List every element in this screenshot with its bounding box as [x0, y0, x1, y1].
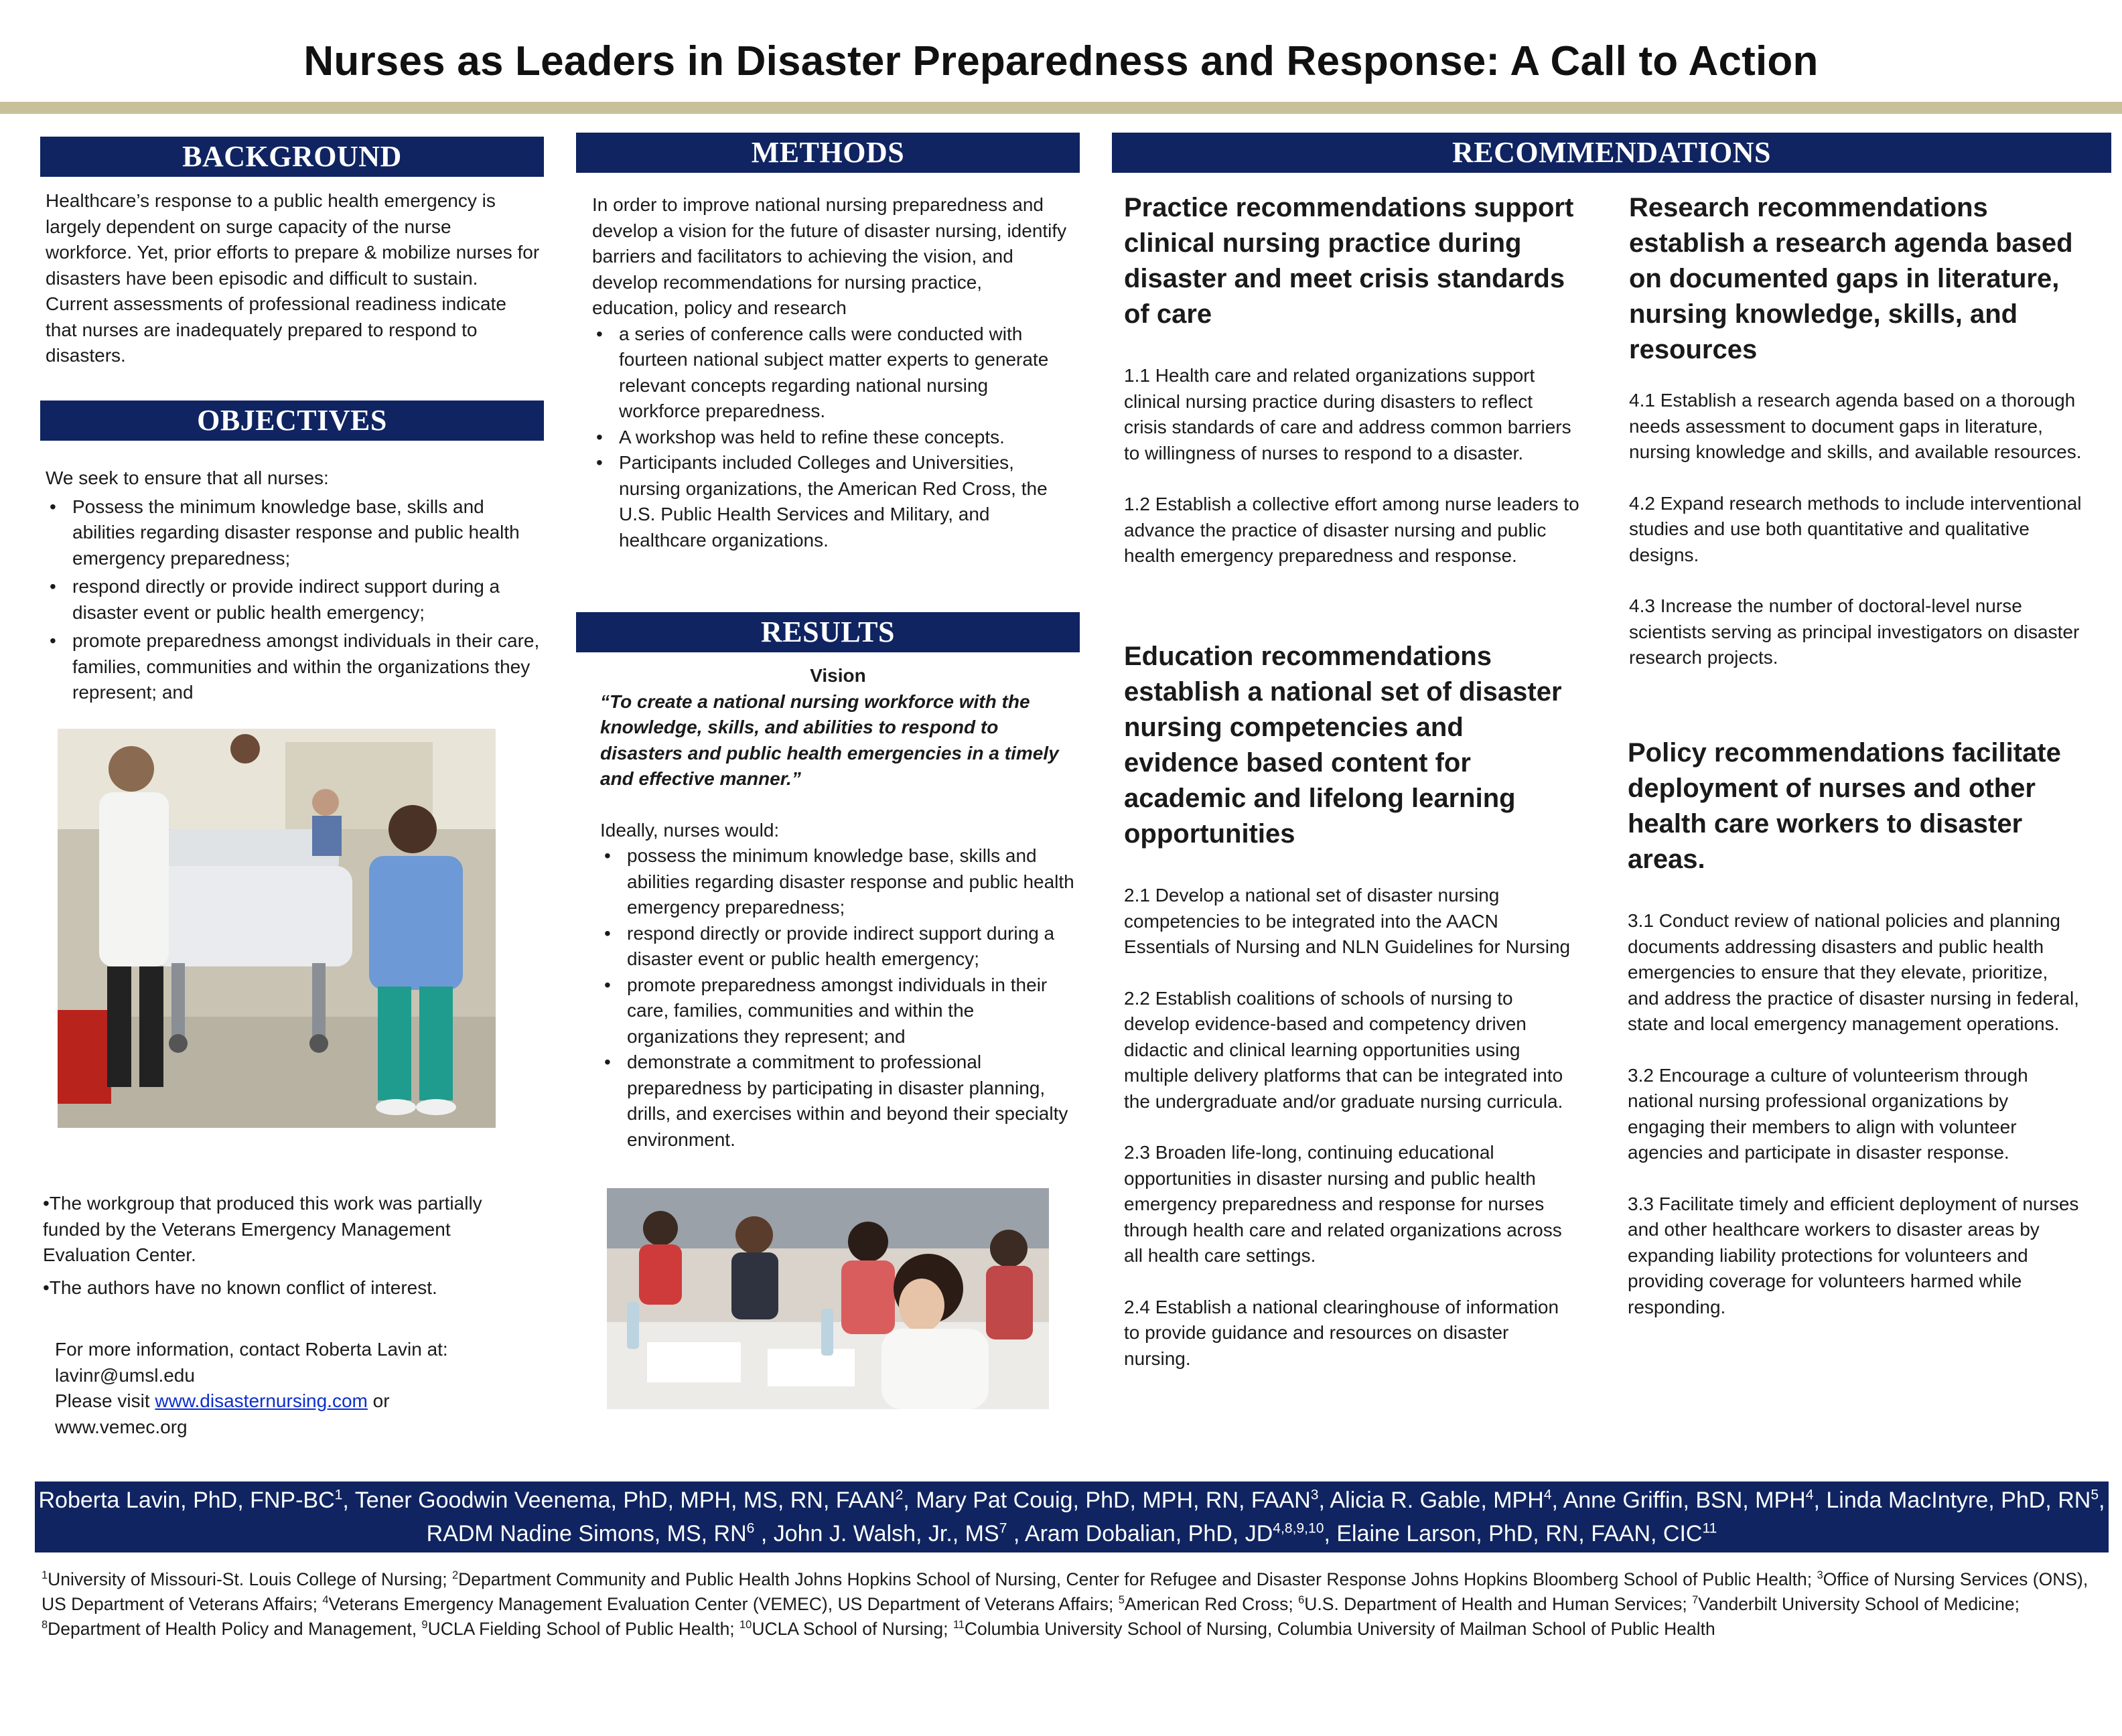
recommendation-item: 4.1 Establish a research agenda based on a thorough needs assessment to document gaps in literature, nursing knowledge and skills, and available resources. [1629, 390, 2082, 462]
contact-email[interactable]: lavinr@umsl.edu [55, 1364, 195, 1386]
affiliation: $^2$Department Community and Public Health Johns Hopkins School of Nursing, Center for Refugee and Disaster Response Johns Hopkins Bloomberg School of Public Health; [451, 1569, 1817, 1589]
education-recommendations [1124, 639, 1579, 1372]
disasternursing-link[interactable]: www.disasternursing.com [155, 1390, 368, 1411]
contact-line: For more information, contact Roberta Lavin at: [55, 1339, 448, 1360]
research-title: Research recommendations establish a research agenda based on documented gaps in literature, nursing knowledge, skills, and resources [1629, 193, 2073, 364]
author: John J. Walsh, Jr., $MS^7$ , [773, 1520, 1025, 1546]
author: Alicia R. Gable, MPH$^4$, [1330, 1487, 1563, 1513]
vemec-site: www.vemec.org [55, 1416, 188, 1437]
recommendation-item: 3.2 Encourage a culture of volunteerism through national nursing professional organizations by engaging their members to align with volunteer agencies and participate in disaster response. [1628, 1064, 2028, 1163]
visit-label: Please visit [55, 1390, 150, 1411]
objectives-heading: OBJECTIVES [40, 401, 544, 441]
affiliation: $^7$Vanderbilt University School of Medicine; [1692, 1594, 2020, 1614]
funding-note: •The workgroup that produced this work was partially funded by the Veterans Emergency Management Evaluation Center. [43, 1193, 482, 1265]
poster-title: Nurses as Leaders in Disaster Preparedness and Response: A Call to Action [303, 38, 1819, 84]
policy-title: Policy recommendations facilitate deployment of nurses and other health care workers to disaster areas. [1628, 738, 2061, 874]
recommendation-item: 2.4 Establish a national clearinghouse of information to provide guidance and resources on disaster nursing. [1124, 1296, 1559, 1369]
methods-body [592, 192, 1072, 553]
methods-intro: In order to improve national nursing preparedness and develop a vision for the future of disaster nursing, identify barriers and facilitators to achieving the vision, and develop recommendations for nursing practice, education, policy and research [592, 194, 1067, 318]
recommendation-item: 4.3 Increase the number of doctoral-level nurse scientists serving as principal investigators on disaster research projects. [1629, 595, 2080, 668]
recommendation-item: 2.3 Broaden life-long, continuing educational opportunities in disaster nursing and public health emergency preparedness and response for nurses through health care and related organizations across all health care settings. [1124, 1142, 1562, 1266]
author: Mary Pat Couig, PhD, MPH, RN, FAAN$^3$, [916, 1487, 1330, 1513]
recommendation-item: 3.3 Facilitate timely and efficient deployment of nurses and other healthcare workers to disaster areas by expanding liability protections for volunteers and providing coverage for volunteers harmed while responding. [1628, 1193, 2079, 1317]
results-heading: RESULTS [576, 612, 1080, 652]
conflict-note: •The authors have no known conflict of interest. [43, 1277, 437, 1298]
hospital-nurses-photo [58, 729, 496, 1128]
recommendation-item: 4.2 Expand research methods to include interventional studies and use both quantitative and qualitative designs. [1629, 492, 2082, 565]
policy-recommendations [1628, 735, 2083, 1320]
author: Anne Griffin, BSN, MPH$^4$, [1563, 1487, 1827, 1513]
methods-item: • Participants included Colleges and Universities, nursing organizations, the American Red Cross, the U.S. Public Health Services and Military, and healthcare organizations. [592, 450, 1072, 553]
objectives-body [46, 465, 541, 706]
affiliation: $^{10}$UCLA School of Nursing; [739, 1619, 953, 1639]
education-title: Education recommendations establish a national set of disaster nursing competencies and evidence based content for academic and lifelong learning opportunities [1124, 642, 1562, 849]
vision-statement: “To create a national nursing workforce with the knowledge, skills, and abilities to respond to disasters and public health emergencies in a timely and effective manner.” [600, 691, 1059, 789]
objectives-intro: We seek to ensure that all nurses: [46, 467, 329, 488]
recommendation-item: 3.1 Conduct review of national policies and planning documents addressing disasters and public health emergencies to ensure that they elevate, prioritize, and address the practice of disaster nursing in federal, state and local emergency management operations. [1628, 910, 2079, 1034]
contact-info [55, 1337, 537, 1440]
recommendation-item: 1.1 Health care and related organizations support clinical nursing practice during disasters to reflect crisis standards of care and address common barriers to willingness of nurses to respond to a disaster. [1124, 365, 1571, 463]
objective-item: • respond directly or provide indirect support during a disaster event or public health emergency; [46, 574, 541, 626]
practice-title: Practice recommendations support clinical nursing practice during disaster and meet crisis standards of care [1124, 193, 1574, 329]
or-label: or [372, 1390, 390, 1411]
author: Aram Dobalian, PhD, JD$^{4,8,9,10}$, [1024, 1520, 1337, 1546]
author: Elaine Larson, PhD, RN, FAAN, CIC$^{11}$ [1336, 1520, 1717, 1546]
affiliation: $^3$Office of Nursing Services (ONS), US Department of Veterans Affairs; [42, 1569, 2089, 1614]
affiliation: $^{11}$Columbia University School of Nursing, Columbia University of Mailman School of Public Health [952, 1619, 1715, 1639]
recommendations-heading: RECOMMENDATIONS [1112, 133, 2111, 173]
affiliations [42, 1567, 2091, 1642]
title-divider [0, 102, 2122, 114]
methods-item: • a series of conference calls were conducted with fourteen national subject matter experts to generate relevant concepts regarding national nursing workforce preparedness. [592, 321, 1072, 425]
results-item: • demonstrate a commitment to professional preparedness by participating in disaster planning, drills, and exercises within and beyond their specialty environment. [600, 1050, 1076, 1153]
objective-item: • promote preparedness amongst individuals in their care, families, communities and within the organizations they represent; and [46, 628, 541, 706]
background-text [46, 188, 541, 369]
affiliation: $^6$U.S. Department of Health and Human Services; [1298, 1594, 1693, 1614]
objective-item: • Possess the minimum knowledge base, skills and abilities regarding disaster response and public health emergency preparedness; [46, 494, 541, 572]
author: RADM Nadine Simons, MS, $RN^6$ , [426, 1520, 774, 1546]
research-recommendations [1629, 190, 2084, 671]
practice-recommendations [1124, 190, 1579, 569]
funding-notes [43, 1191, 539, 1301]
affiliation: $^1$University of Missouri-St. Louis College of Nursing; [42, 1569, 452, 1589]
results-item: • respond directly or provide indirect support during a disaster event or public health emergency; [600, 921, 1076, 972]
author: Linda MacIntyre, PhD, $RN^5$, [1826, 1487, 2105, 1513]
recommendation-item: 1.2 Establish a collective effort among nurse leaders to advance the practice of disaster nursing and public health emergency preparedness and response. [1124, 494, 1579, 566]
affiliation: $^8$Department of Health Policy and Management, [42, 1619, 422, 1639]
methods-heading: METHODS [576, 133, 1080, 173]
results-body [600, 663, 1076, 1153]
vision-label: Vision [810, 665, 866, 686]
results-item: • possess the minimum knowledge base, skills and abilities regarding disaster response and public health emergency preparedness; [600, 843, 1076, 921]
hospital-scene-illustration [58, 729, 496, 1128]
classroom-scene-illustration [607, 1188, 1049, 1409]
author: Tener Goodwin Veenema, PhD, MPH, MS, RN, FAAN$^2$, [354, 1487, 916, 1513]
affiliation: $^9$UCLA Fielding School of Public Health; [421, 1619, 740, 1639]
background-heading: BACKGROUND [40, 137, 544, 177]
results-item: • promote preparedness amongst individuals in their care, families, communities and within the organizations they represent; and [600, 972, 1076, 1050]
affiliation: $^5$American Red Cross; [1118, 1594, 1299, 1614]
recommendation-item: 2.2 Establish coalitions of schools of nursing to develop evidence-based and competency driven didactic and clinical learning opportunities using multiple delivery platforms that can be integrated into the undergraduate and/or graduate nursing curricula. [1124, 987, 1563, 1112]
authors-bar [35, 1481, 2109, 1552]
affiliation: $^4$Veterans Emergency Management Evaluation Center (VEMEC), US Department of Veterans Affairs; [322, 1594, 1119, 1614]
classroom-students-photo [607, 1188, 1049, 1409]
methods-item: • A workshop was held to refine these concepts. [592, 425, 1072, 451]
background-paragraph: Healthcare’s response to a public health emergency is largely dependent on surge capacity of the nurse workforce. Yet, prior efforts to prepare & mobilize nurses for disasters have been episodic and difficult to sustain. Current assessments of professional readiness indicate that nurses are inadequately prepared to respond to disasters. [46, 190, 540, 366]
author: Roberta Lavin, PhD, FNP-$BC^1$, [38, 1487, 355, 1513]
ideally-intro: Ideally, nurses would: [600, 819, 780, 841]
recommendation-item: 2.1 Develop a national set of disaster nursing competencies to be integrated into the AACN Essentials of Nursing and NLN Guidelines for Nursing [1124, 885, 1571, 957]
